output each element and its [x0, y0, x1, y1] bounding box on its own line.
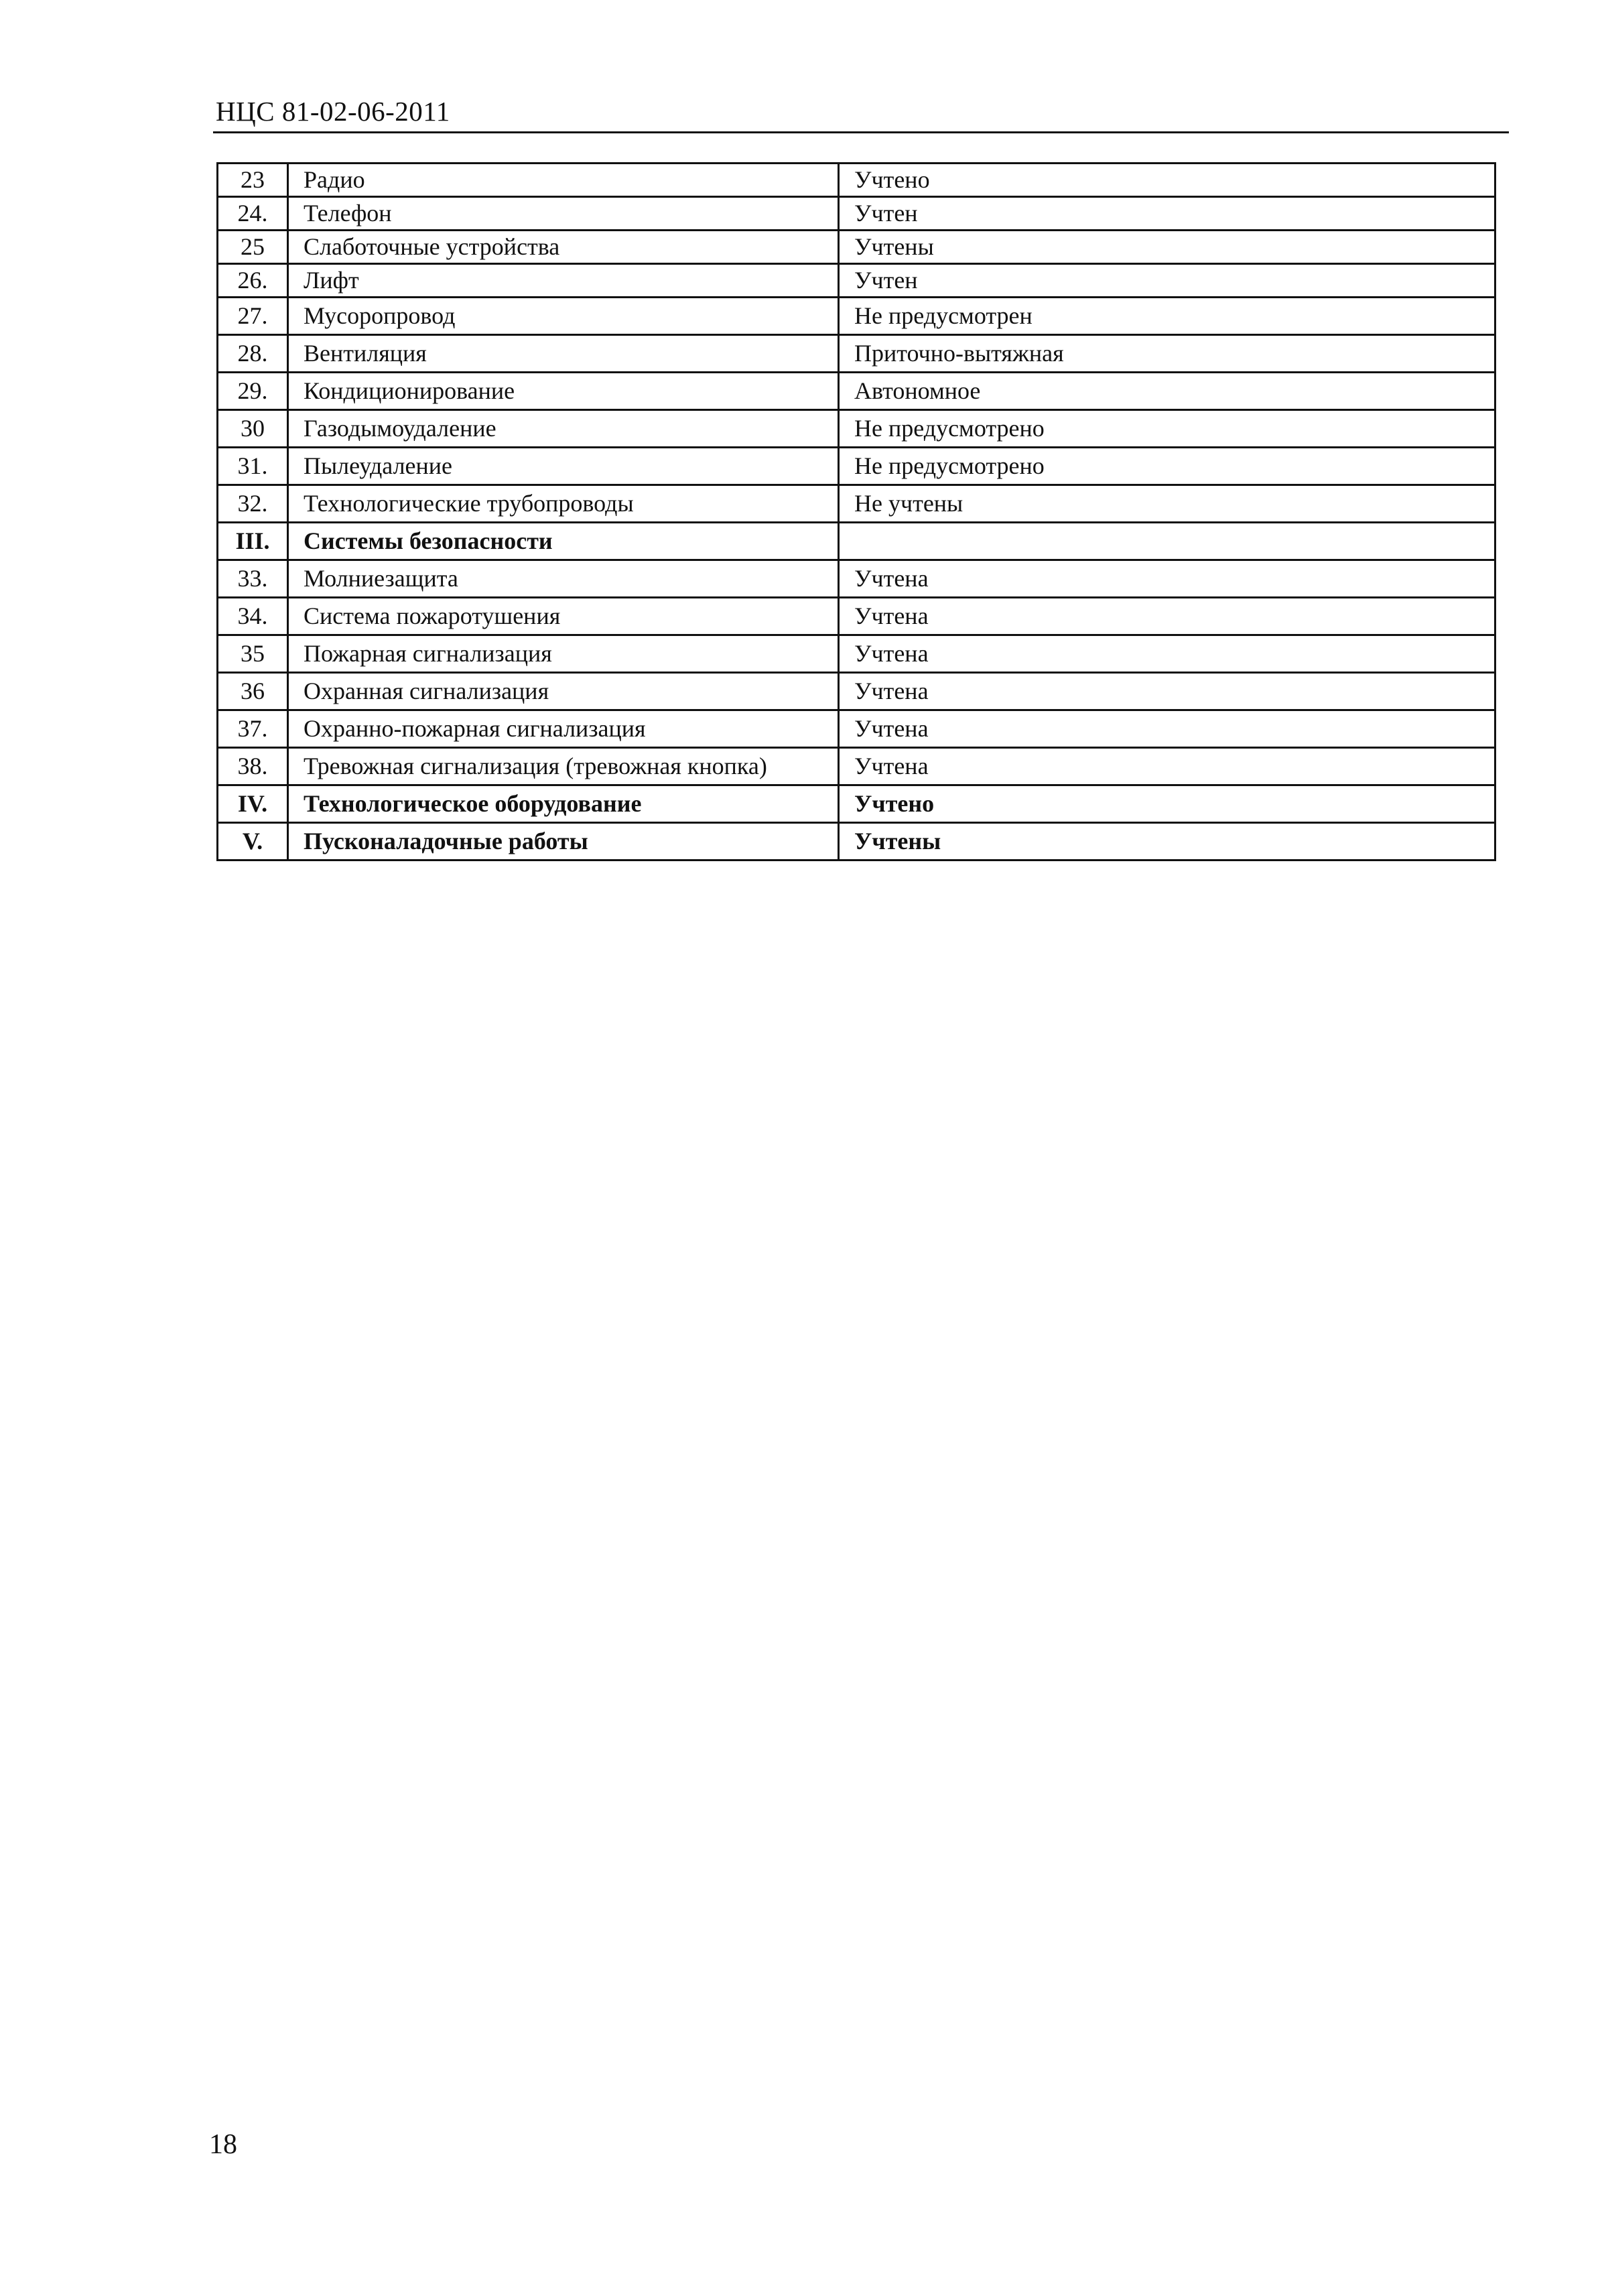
table-row — [218, 335, 1495, 373]
row-name: Слаботочные устройства — [288, 231, 839, 264]
specification-table — [216, 162, 1496, 861]
row-name: Технологическое оборудование — [288, 785, 839, 823]
table-row — [218, 710, 1495, 748]
row-name: Системы безопасности — [288, 523, 839, 560]
row-number: 35 — [218, 635, 288, 673]
row-name: Мусоропровод — [288, 298, 839, 335]
row-status: Учтен — [839, 264, 1495, 298]
row-status: Не предусмотрен — [839, 298, 1495, 335]
row-status: Учтена — [839, 635, 1495, 673]
row-number: 36 — [218, 673, 288, 710]
row-status — [839, 523, 1495, 560]
table-row — [218, 164, 1495, 197]
table-row — [218, 823, 1495, 860]
row-number: 30 — [218, 410, 288, 448]
row-number: 24. — [218, 197, 288, 231]
row-number: 27. — [218, 298, 288, 335]
table-row — [218, 410, 1495, 448]
row-number: 26. — [218, 264, 288, 298]
row-number: 23 — [218, 164, 288, 197]
table-row — [218, 523, 1495, 560]
row-name: Газодымоудаление — [288, 410, 839, 448]
row-name: Охранно-пожарная сигнализация — [288, 710, 839, 748]
row-status: Учтены — [839, 823, 1495, 860]
row-status: Учтено — [839, 785, 1495, 823]
table-row — [218, 231, 1495, 264]
row-number: V. — [218, 823, 288, 860]
row-status: Приточно-вытяжная — [839, 335, 1495, 373]
row-status: Не предусмотрено — [839, 448, 1495, 485]
row-status: Не предусмотрено — [839, 410, 1495, 448]
row-name: Радио — [288, 164, 839, 197]
table-row — [218, 298, 1495, 335]
row-number: 38. — [218, 748, 288, 785]
row-number: 32. — [218, 485, 288, 523]
row-name: Тревожная сигнализация (тревожная кнопка) — [288, 748, 839, 785]
row-name: Кондиционирование — [288, 373, 839, 410]
row-number: 25 — [218, 231, 288, 264]
table-row — [218, 598, 1495, 635]
row-number: 37. — [218, 710, 288, 748]
row-status: Учтена — [839, 710, 1495, 748]
row-status: Учтена — [839, 673, 1495, 710]
document-code: НЦС 81-02-06-2011 — [216, 96, 450, 127]
table-row — [218, 560, 1495, 598]
row-number: 29. — [218, 373, 288, 410]
row-name: Молниезащита — [288, 560, 839, 598]
row-name: Пылеудаление — [288, 448, 839, 485]
row-name: Технологические трубопроводы — [288, 485, 839, 523]
table-row — [218, 197, 1495, 231]
row-number: 33. — [218, 560, 288, 598]
row-status: Не учтены — [839, 485, 1495, 523]
row-name: Пусконаладочные работы — [288, 823, 839, 860]
row-number: III. — [218, 523, 288, 560]
row-name: Вентиляция — [288, 335, 839, 373]
row-status: Учтены — [839, 231, 1495, 264]
row-status: Учтена — [839, 560, 1495, 598]
row-number: 28. — [218, 335, 288, 373]
table-row — [218, 635, 1495, 673]
table-row — [218, 748, 1495, 785]
table-row — [218, 485, 1495, 523]
row-status: Учтено — [839, 164, 1495, 197]
row-number: 34. — [218, 598, 288, 635]
row-name: Система пожаротушения — [288, 598, 839, 635]
row-name: Телефон — [288, 197, 839, 231]
table-row — [218, 785, 1495, 823]
row-name: Охранная сигнализация — [288, 673, 839, 710]
row-number: IV. — [218, 785, 288, 823]
row-status: Учтена — [839, 598, 1495, 635]
row-status: Автономное — [839, 373, 1495, 410]
page-number: 18 — [209, 2129, 237, 2160]
table-row — [218, 673, 1495, 710]
header-rule — [213, 131, 1509, 133]
table-row — [218, 264, 1495, 298]
table-body — [218, 164, 1495, 860]
row-name: Лифт — [288, 264, 839, 298]
row-status: Учтен — [839, 197, 1495, 231]
row-status: Учтена — [839, 748, 1495, 785]
row-number: 31. — [218, 448, 288, 485]
row-name: Пожарная сигнализация — [288, 635, 839, 673]
table-row — [218, 373, 1495, 410]
table-row — [218, 448, 1495, 485]
